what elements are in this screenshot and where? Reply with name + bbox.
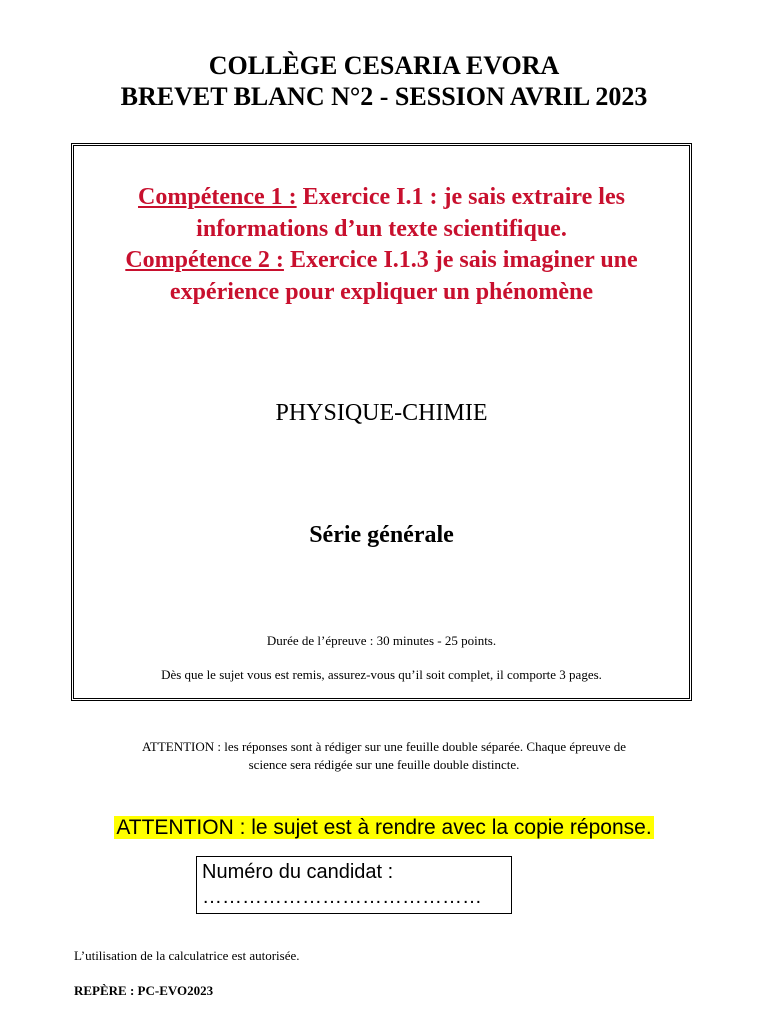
exam-duration: Durée de l’épreuve : 30 minutes - 25 points. [266,633,497,648]
competence-1-label: Compétence 1 : [138,184,297,210]
reference-code: REPÈRE : PC-EVO2023 [74,983,214,998]
document-header [0,50,768,112]
competence-1-line-1 [74,182,689,214]
serie-title: Série générale [309,522,454,548]
competence-2-line-1 [74,245,689,277]
answers-notice [60,738,708,774]
candidate-number-box[interactable] [196,856,512,914]
competence-1-text-2: informations d’un texte scientifique. [196,215,567,242]
exam-cover-frame [71,143,692,701]
candidate-number-label: Numéro du candidat : [202,861,394,883]
calculator-notice: L’utilisation de la calculatrice est autorisée. [74,948,300,963]
exam-title: BREVET BLANC N°2 - SESSION AVRIL 2023 [120,82,648,111]
answers-notice-line-2: science sera rédigée sur une feuille double distincte. [248,757,520,772]
competence-2-text-1: Exercice I.1.3 je sais imaginer une [283,247,638,273]
candidate-number-dots: …………………………………… [202,886,482,908]
completeness-notice: Dès que le sujet vous est remis, assurez-vous qu’il soit complet, il comporte 3 pages. [161,667,602,682]
answers-notice-line-1: ATTENTION : les réponses sont à rédiger sur une feuille double séparée. Chaque épreuve de [141,739,627,754]
school-name: COLLÈGE CESARIA EVORA [208,51,560,80]
return-subject-notice [0,815,768,841]
highlighted-return-text: ATTENTION : le sujet est à rendre avec la copie réponse. [116,816,652,839]
competence-2-label: Compétence 2 : [125,247,284,273]
subject-title: PHYSIQUE-CHIMIE [275,400,488,426]
competence-2-text-2: expérience pour expliquer un phénomène [169,278,594,305]
competence-1-text-1: Exercice I.1 : je sais extraire les [296,184,625,210]
competences-block [74,182,689,308]
